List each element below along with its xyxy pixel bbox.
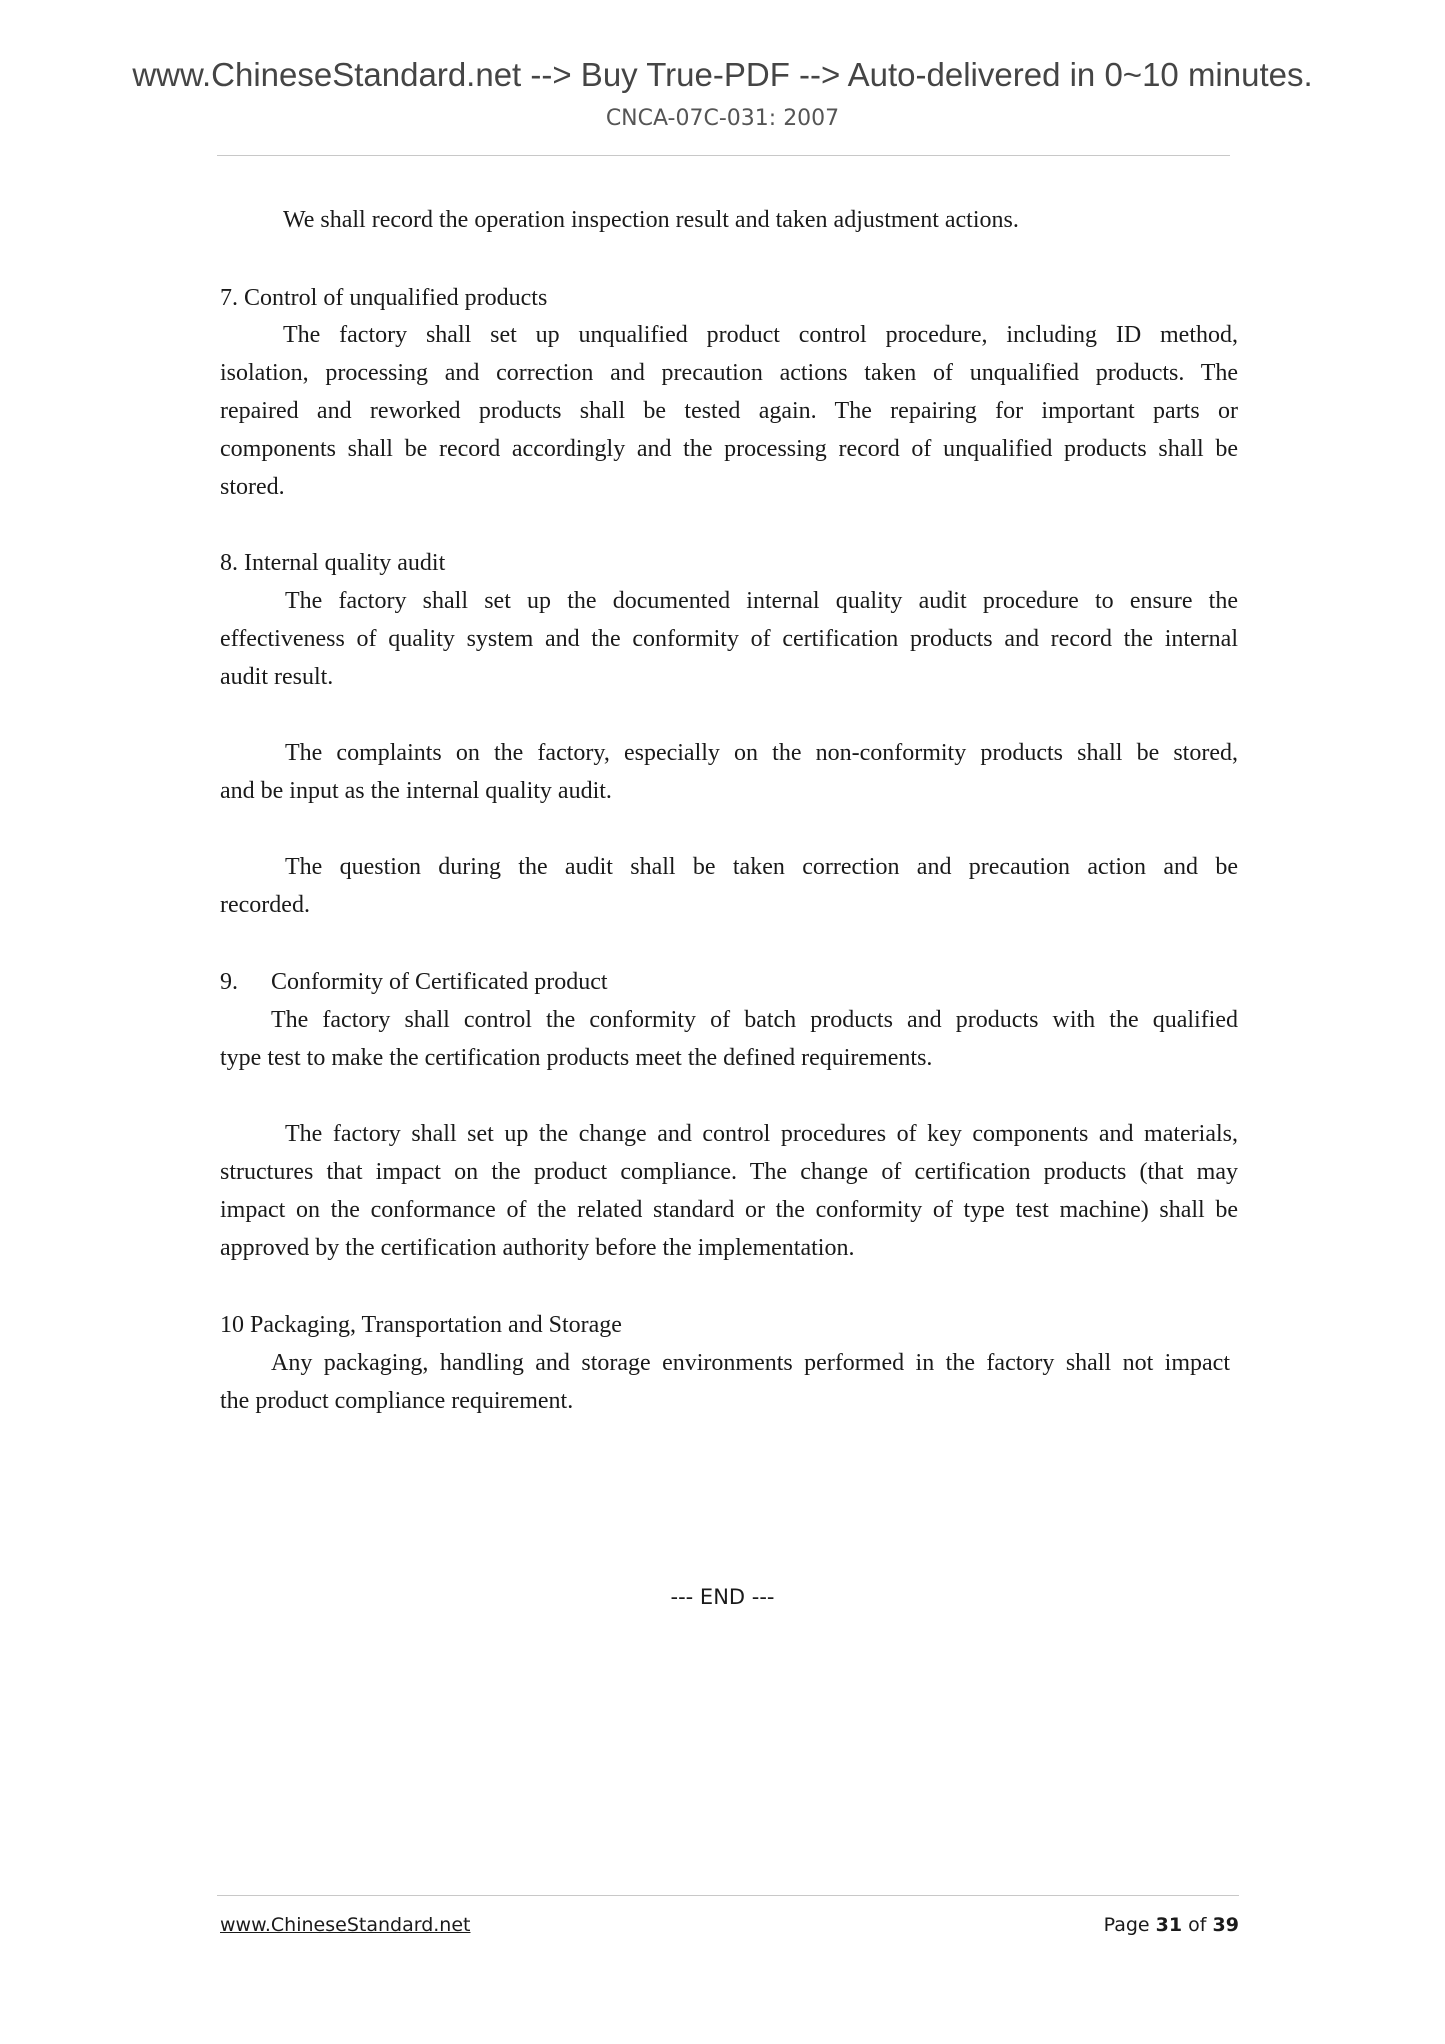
header-banner: www.ChineseStandard.net --> Buy True-PDF --> Auto-delivered in 0~10 minutes.: [132, 56, 1313, 93]
section-10-line: Any packaging, handling and storage environments performed in the factory shall not impact: [271, 1350, 1230, 1376]
page-of: of: [1188, 1914, 1207, 1936]
section-9-title: Conformity of Certificated product: [271, 969, 608, 995]
section-9-line: type test to make the certification products meet the defined requirements.: [220, 1045, 933, 1071]
section-8-line: The factory shall set up the documented internal quality audit procedure to ensure the: [285, 588, 1238, 614]
paragraph-record: We shall record the operation inspection result and taken adjustment actions.: [283, 207, 1019, 233]
page-word: Page: [1103, 1914, 1150, 1936]
section-9-line: impact on the conformance of the related standard or the conformity of type test machine) shall be: [220, 1197, 1238, 1223]
footer-website-link[interactable]: www.ChineseStandard.net: [220, 1914, 471, 1936]
standard-code: CNCA-07C-031: 2007: [605, 106, 840, 131]
section-9-number: 9.: [220, 969, 238, 995]
page-total: 39: [1212, 1914, 1239, 1936]
section-7-heading: 7. Control of unqualified products: [220, 285, 548, 311]
section-8-line: The complaints on the factory, especially on the non-conformity products shall be stored,: [285, 740, 1238, 766]
section-8-line: audit result.: [220, 664, 334, 690]
section-10-line: the product compliance requirement.: [220, 1388, 574, 1414]
end-mark: --- END ---: [670, 1585, 775, 1609]
section-8-heading: 8. Internal quality audit: [220, 550, 446, 576]
section-7-line: The factory shall set up unqualified product control procedure, including ID method,: [283, 322, 1238, 348]
section-8-line: and be input as the internal quality audit.: [220, 778, 612, 804]
section-9-line: The factory shall set up the change and control procedures of key components and materials,: [285, 1121, 1238, 1147]
section-10-heading: 10 Packaging, Transportation and Storage: [220, 1312, 622, 1338]
section-8-line: The question during the audit shall be taken correction and precaution action and be: [285, 854, 1238, 880]
footer-divider: [217, 1895, 1239, 1896]
header-divider: [217, 155, 1230, 156]
section-7-line: stored.: [220, 474, 285, 500]
section-8-line: recorded.: [220, 892, 310, 918]
section-7-line: components shall be record accordingly and the processing record of unqualified products shall be: [220, 436, 1238, 462]
footer-page-number: [1104, 1914, 1239, 1936]
page-current: 31: [1155, 1914, 1183, 1936]
section-7-line: isolation, processing and correction and precaution actions taken of unqualified products. The: [220, 360, 1238, 386]
section-9-line: structures that impact on the product compliance. The change of certification products (that may: [220, 1159, 1238, 1185]
section-8-line: effectiveness of quality system and the conformity of certification products and record the internal: [220, 626, 1238, 652]
section-9-line: The factory shall control the conformity of batch products and products with the qualified: [271, 1007, 1238, 1033]
section-7-line: repaired and reworked products shall be tested again. The repairing for important parts or: [220, 398, 1238, 424]
section-9-line: approved by the certification authority before the implementation.: [220, 1235, 855, 1261]
